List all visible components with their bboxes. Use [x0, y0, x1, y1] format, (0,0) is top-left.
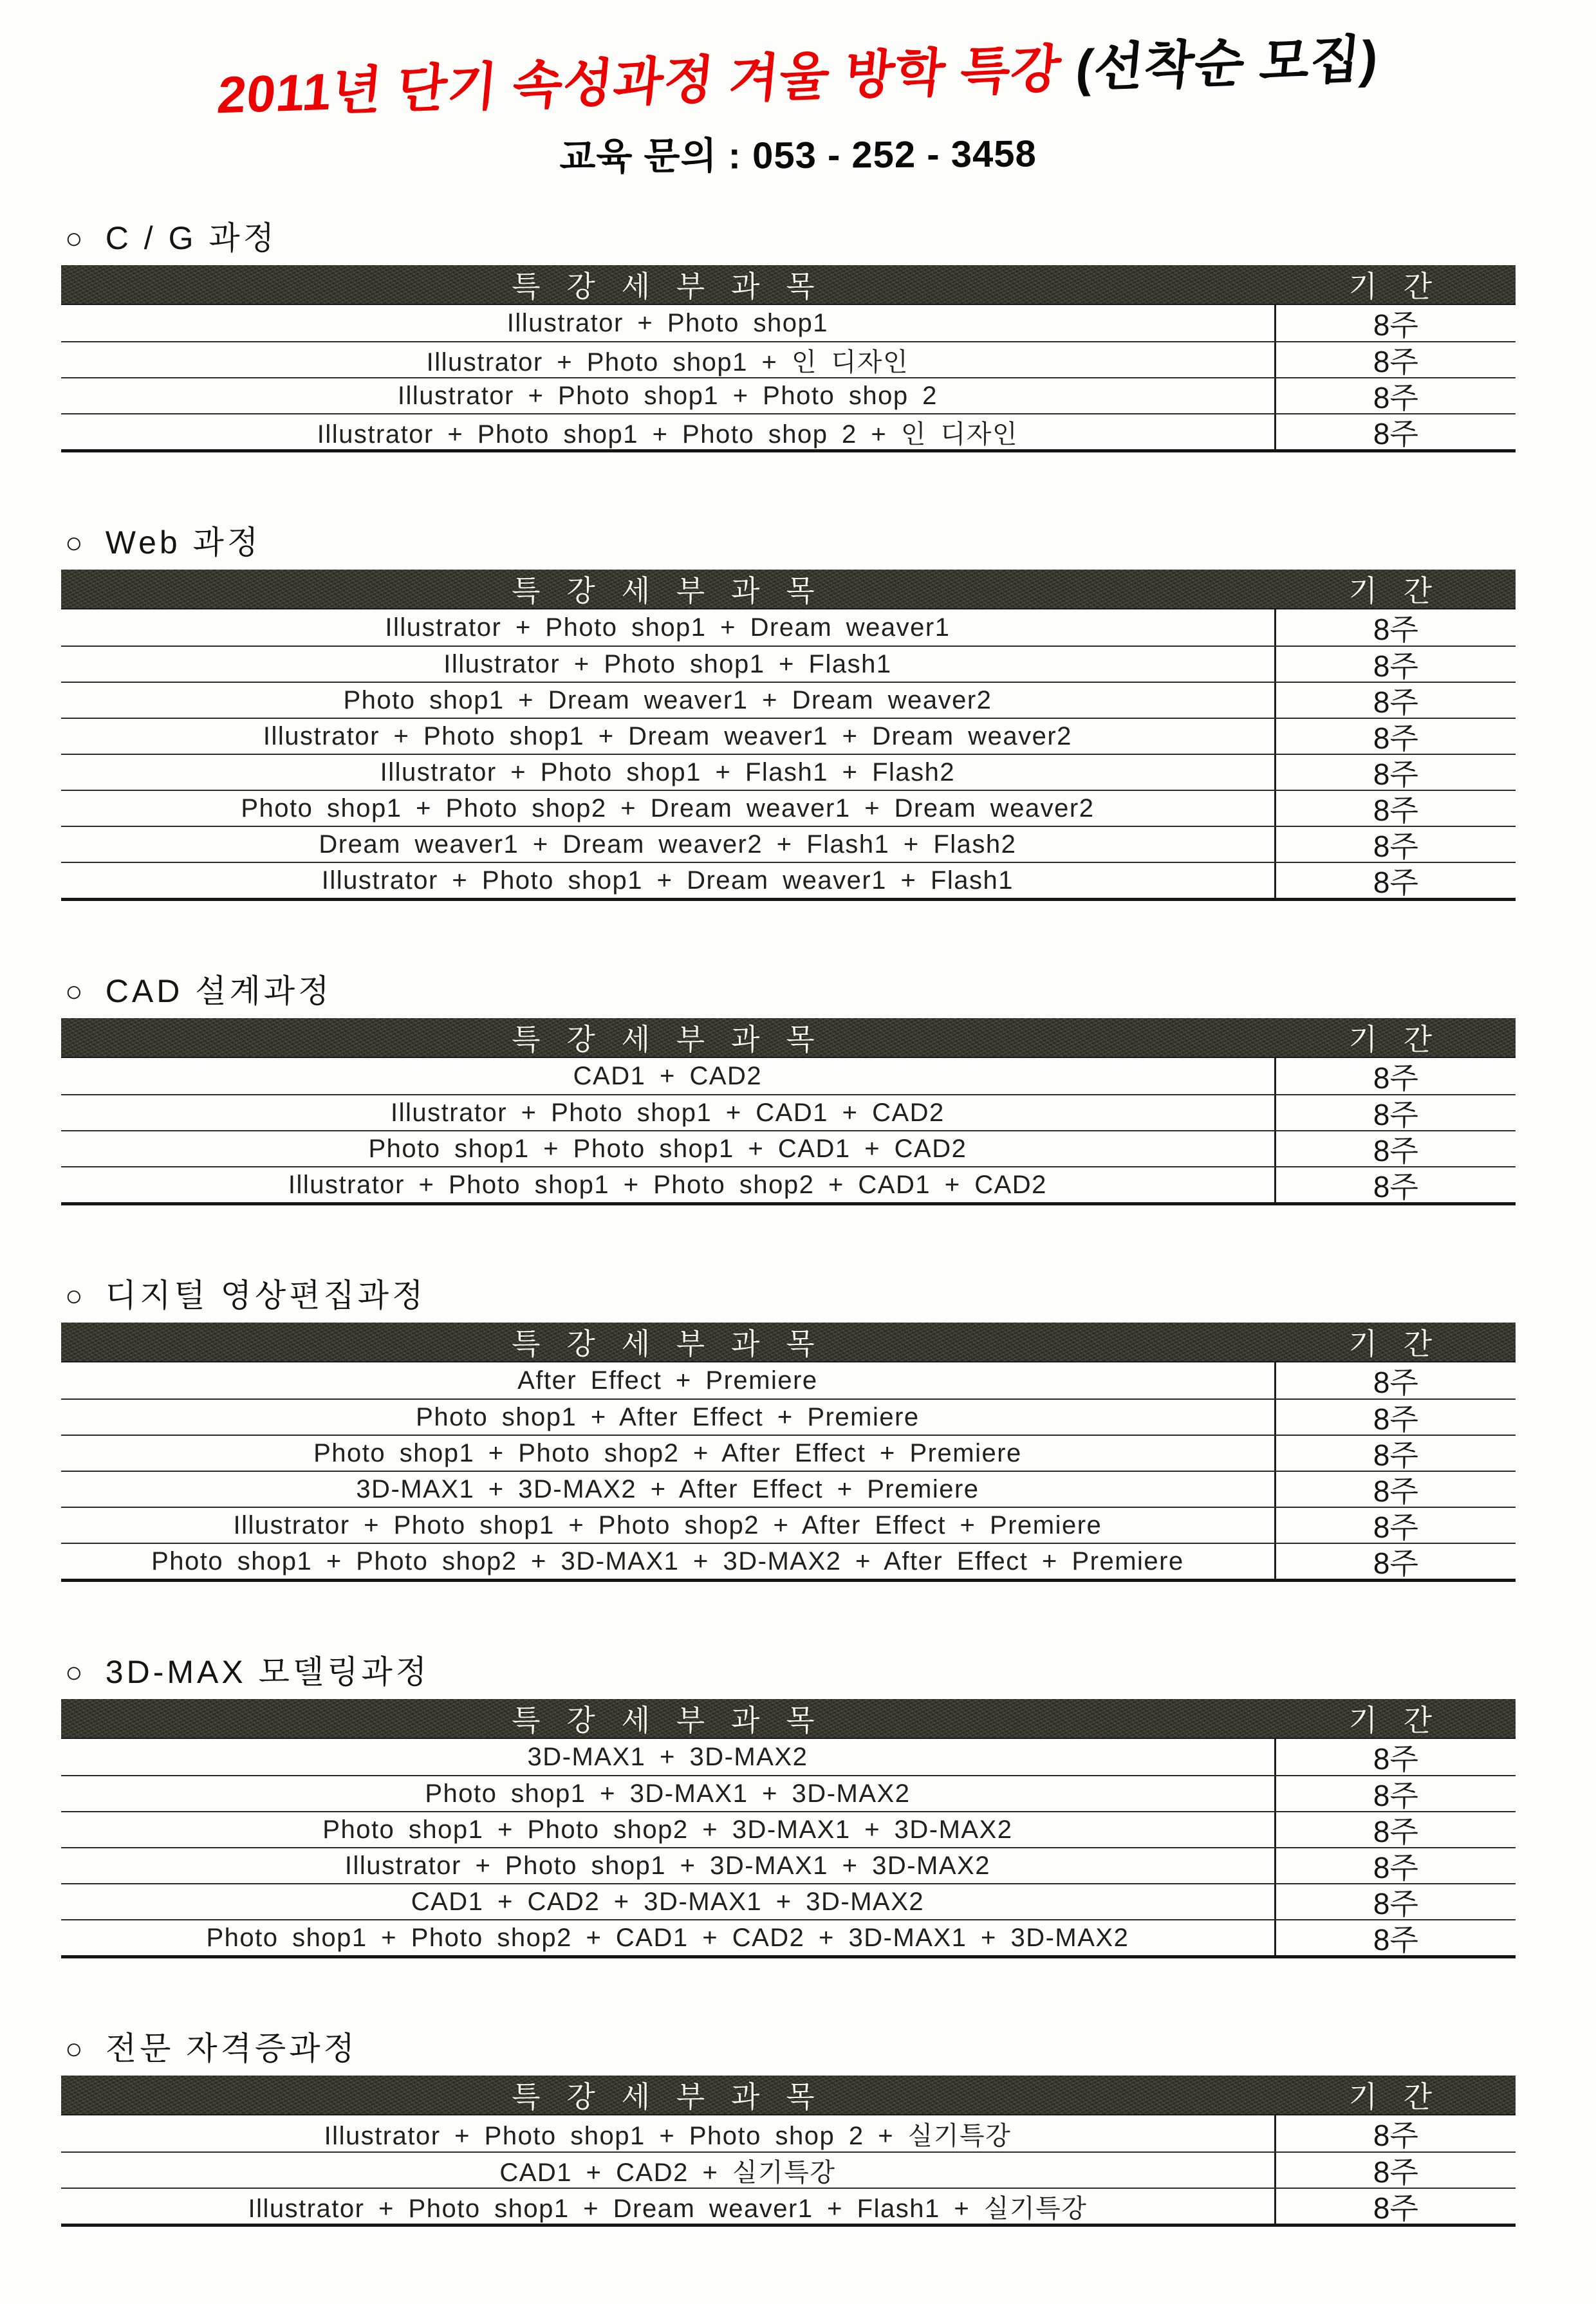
duration-cell: 8주: [1274, 719, 1516, 754]
circle-bullet-icon: ○: [65, 1655, 86, 1689]
table-row: [61, 754, 1516, 790]
table-row: [61, 1883, 1516, 1919]
duration-cell: 8주: [1274, 1472, 1516, 1507]
duration-cell: 8주: [1274, 1508, 1516, 1543]
table-row: [61, 1058, 1516, 1094]
subject-cell: Illustrator + Photo shop1 + Photo shop 2: [397, 381, 938, 410]
section-heading-label: Web 과정: [105, 525, 262, 561]
document-title-main: 2011년 단기 속성과정 겨울 방학 특강: [215, 39, 1079, 124]
duration-cell: 8주: [1274, 1436, 1516, 1471]
subject-cell: Illustrator + Photo shop1 + CAD1 + CAD2: [391, 1098, 945, 1127]
duration-cell: 8주: [1274, 1058, 1516, 1094]
course-section: [61, 973, 1516, 1205]
duration-cell: 8주: [1274, 1776, 1516, 1811]
table-header-row: [61, 265, 1516, 305]
subject-cell: Photo shop1 + 3D-MAX1 + 3D-MAX2: [425, 1779, 911, 1808]
table-row: [61, 718, 1516, 754]
table-row: [61, 1543, 1516, 1579]
subject-cell: Photo shop1 + After Effect + Premiere: [416, 1402, 920, 1431]
duration-cell: 8주: [1274, 378, 1516, 413]
duration-cell: 8주: [1274, 305, 1516, 341]
table-row: [61, 826, 1516, 862]
table-row: [61, 2188, 1516, 2224]
table-row: [61, 1435, 1516, 1471]
duration-cell: 8주: [1274, 827, 1516, 862]
table-row: [61, 1362, 1516, 1398]
column-header-subject: 특 강 세 부 과 목: [512, 2080, 824, 2114]
course-table: [61, 1018, 1516, 1205]
course-section: [61, 1654, 1516, 1958]
subject-cell: Photo shop1 + Dream weaver1 + Dream weaver2: [343, 685, 992, 714]
course-section: [61, 1277, 1516, 1582]
subject-cell: CAD1 + CAD2 + 실기특강: [499, 2158, 836, 2187]
table-header-row: [61, 1699, 1516, 1739]
subject-cell: CAD1 + CAD2: [573, 1061, 763, 1090]
subject-cell: Illustrator + Photo shop1 + Flash1 + Flash2: [380, 757, 956, 786]
course-table: [61, 570, 1516, 901]
column-header-subject: 특 강 세 부 과 목: [512, 574, 824, 608]
table-row: [61, 646, 1516, 682]
subject-cell: Illustrator + Photo shop1 + Dream weaver1: [385, 613, 951, 642]
column-header-subject: 특 강 세 부 과 목: [512, 270, 824, 303]
subject-cell: After Effect + Premiere: [517, 1366, 818, 1395]
subject-cell: 3D-MAX1 + 3D-MAX2 + After Effect + Premiere: [356, 1474, 979, 1503]
subject-cell: Photo shop1 + Photo shop2 + CAD1 + CAD2 + 3D-MAX1 + 3D-MAX2: [206, 1923, 1129, 1952]
column-header-duration: 기 간: [1348, 2080, 1442, 2114]
table-body: [61, 305, 1516, 449]
table-body: [61, 1362, 1516, 1579]
document-title: [0, 21, 1596, 133]
duration-cell: 8주: [1274, 1812, 1516, 1847]
column-header-subject: 특 강 세 부 과 목: [512, 1704, 824, 1737]
duration-cell: 8주: [1274, 791, 1516, 826]
duration-cell: 8주: [1274, 1095, 1516, 1130]
column-header-subject: 특 강 세 부 과 목: [512, 1327, 824, 1361]
table-row: [61, 682, 1516, 718]
course-section: [61, 2030, 1516, 2227]
table-row: [61, 1847, 1516, 1883]
circle-bullet-icon: ○: [65, 2032, 86, 2065]
duration-cell: 8주: [1274, 647, 1516, 682]
circle-bullet-icon: ○: [65, 974, 86, 1008]
section-heading: [65, 973, 1516, 1009]
section-heading: [65, 220, 1516, 256]
duration-cell: 8주: [1274, 2115, 1516, 2151]
subject-cell: Illustrator + Photo shop1: [506, 308, 829, 337]
section-heading-label: 디지털 영상편집과정: [105, 1277, 427, 1314]
duration-cell: 8주: [1274, 1167, 1516, 1202]
section-heading: [65, 2030, 1516, 2067]
table-row: [61, 341, 1516, 377]
duration-cell: 8주: [1274, 2153, 1516, 2188]
table-row: [61, 2151, 1516, 2188]
duration-cell: 8주: [1274, 1544, 1516, 1579]
course-section: [61, 525, 1516, 901]
subject-cell: Illustrator + Photo shop1 + 3D-MAX1 + 3D-MAX2: [344, 1851, 990, 1880]
column-header-duration: 기 간: [1348, 1327, 1442, 1361]
table-header-row: [61, 1018, 1516, 1058]
table-body: [61, 609, 1516, 898]
subject-cell: Illustrator + Photo shop1 + Photo shop2 + CAD1 + CAD2: [288, 1170, 1047, 1199]
subject-cell: Dream weaver1 + Dream weaver2 + Flash1 + Flash2: [319, 830, 1017, 859]
course-table: [61, 1323, 1516, 1582]
table-row: [61, 1507, 1516, 1543]
table-body: [61, 1058, 1516, 1202]
table-row: [61, 1166, 1516, 1202]
subject-cell: 3D-MAX1 + 3D-MAX2: [527, 1742, 808, 1771]
scanned-flyer-page: [0, 30, 1596, 2304]
table-row: [61, 1811, 1516, 1847]
subject-cell: Illustrator + Photo shop1 + Dream weaver1 + Flash1 + 실기특강: [248, 2194, 1088, 2223]
section-heading-label: 전문 자격증과정: [105, 2030, 358, 2067]
table-header-row: [61, 570, 1516, 609]
table-row: [61, 1739, 1516, 1775]
duration-cell: 8주: [1274, 683, 1516, 718]
table-row: [61, 413, 1516, 449]
duration-cell: 8주: [1274, 342, 1516, 377]
subject-cell: Photo shop1 + Photo shop2 + Dream weaver1 + Dream weaver2: [241, 794, 1095, 822]
subject-cell: Photo shop1 + Photo shop2 + 3D-MAX1 + 3D-MAX2: [322, 1815, 1013, 1844]
duration-cell: 8주: [1274, 1131, 1516, 1166]
contact-line: 교육 문의 : 053 - 252 - 3458: [559, 133, 1037, 178]
section-heading-label: 3D-MAX 모델링과정: [105, 1654, 431, 1690]
duration-cell: 8주: [1274, 1362, 1516, 1398]
duration-cell: 8주: [1274, 1884, 1516, 1919]
duration-cell: 8주: [1274, 609, 1516, 646]
column-header-duration: 기 간: [1348, 270, 1442, 303]
course-sections: [61, 220, 1516, 2227]
column-header-duration: 기 간: [1348, 574, 1442, 608]
subject-cell: Illustrator + Photo shop1 + Photo shop 2 + 실기특강: [324, 2121, 1012, 2150]
duration-cell: 8주: [1274, 2189, 1516, 2224]
table-row: [61, 1919, 1516, 1955]
section-heading-label: C / G 과정: [105, 220, 277, 256]
table-row: [61, 1471, 1516, 1507]
course-table: [61, 265, 1516, 452]
duration-cell: 8주: [1274, 1400, 1516, 1435]
duration-cell: 8주: [1274, 863, 1516, 898]
subject-cell: Illustrator + Photo shop1 + Dream weaver1 + Flash1: [321, 866, 1014, 895]
duration-cell: 8주: [1274, 755, 1516, 790]
subject-cell: Photo shop1 + Photo shop2 + 3D-MAX1 + 3D-MAX2 + After Effect + Premiere: [151, 1547, 1184, 1575]
table-row: [61, 609, 1516, 646]
table-row: [61, 305, 1516, 341]
table-header-row: [61, 2076, 1516, 2115]
table-row: [61, 1130, 1516, 1166]
circle-bullet-icon: ○: [65, 221, 86, 255]
table-row: [61, 2115, 1516, 2151]
duration-cell: 8주: [1274, 1920, 1516, 1955]
table-header-row: [61, 1323, 1516, 1362]
course-section: [61, 220, 1516, 452]
column-header-duration: 기 간: [1348, 1704, 1442, 1737]
section-heading: [65, 1277, 1516, 1314]
table-body: [61, 1739, 1516, 1955]
subject-cell: Photo shop1 + Photo shop1 + CAD1 + CAD2: [368, 1134, 967, 1163]
duration-cell: 8주: [1274, 1739, 1516, 1775]
subject-cell: Illustrator + Photo shop1 + Flash1: [443, 649, 892, 678]
subject-cell: CAD1 + CAD2 + 3D-MAX1 + 3D-MAX2: [411, 1887, 925, 1916]
duration-cell: 8주: [1274, 414, 1516, 449]
section-heading: [65, 1654, 1516, 1690]
subject-cell: Illustrator + Photo shop1 + Photo shop2 + After Effect + Premiere: [233, 1510, 1102, 1539]
column-header-subject: 특 강 세 부 과 목: [512, 1023, 824, 1056]
section-heading: [65, 525, 1516, 561]
subject-cell: Illustrator + Photo shop1 + Dream weaver1 + Dream weaver2: [263, 721, 1072, 750]
document-title-suffix: (선착순 모집): [1073, 30, 1381, 97]
circle-bullet-icon: ○: [65, 1279, 86, 1312]
table-body: [61, 2115, 1516, 2224]
column-header-duration: 기 간: [1348, 1023, 1442, 1056]
subject-cell: Illustrator + Photo shop1 + 인 디자인: [426, 348, 909, 376]
subject-cell: Photo shop1 + Photo shop2 + After Effect + Premiere: [313, 1438, 1022, 1467]
table-row: [61, 862, 1516, 898]
table-row: [61, 1398, 1516, 1435]
table-row: [61, 790, 1516, 826]
table-row: [61, 1094, 1516, 1130]
section-heading-label: CAD 설계과정: [105, 973, 333, 1009]
course-table: [61, 2076, 1516, 2227]
table-row: [61, 1775, 1516, 1811]
table-row: [61, 377, 1516, 413]
subject-cell: Illustrator + Photo shop1 + Photo shop 2 + 인 디자인: [317, 420, 1019, 449]
duration-cell: 8주: [1274, 1848, 1516, 1883]
circle-bullet-icon: ○: [65, 526, 86, 559]
course-table: [61, 1699, 1516, 1958]
